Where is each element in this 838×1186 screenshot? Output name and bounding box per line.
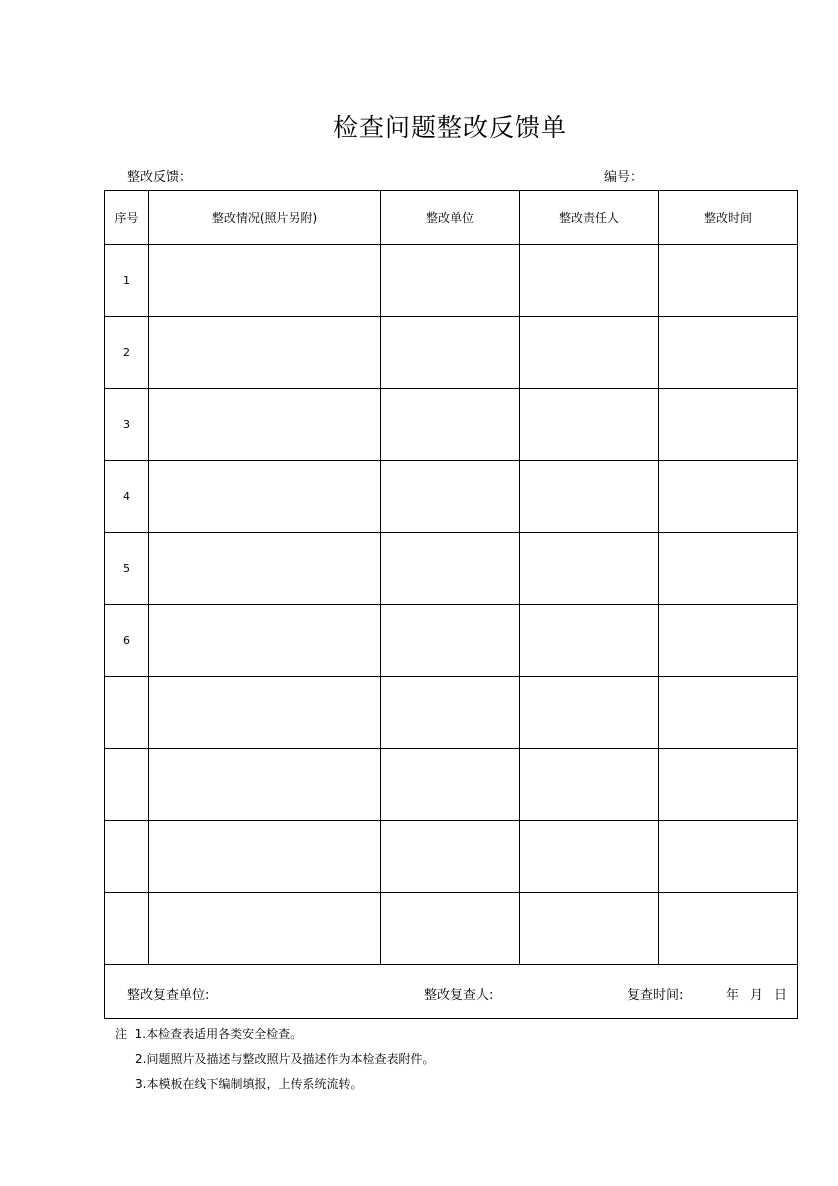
note-prefix: 注 [115,1027,128,1041]
table-row [105,389,798,461]
header-unit: 整改单位 [381,191,520,245]
unit-cell[interactable] [381,389,520,461]
time-cell[interactable] [659,317,798,389]
table-row [105,461,798,533]
table-row [105,245,798,317]
time-cell[interactable] [659,749,798,821]
table-row [105,821,798,893]
row-seq [105,821,149,893]
unit-cell[interactable] [381,605,520,677]
responsible-cell[interactable] [520,461,659,533]
row-seq: 5 [105,533,149,605]
time-cell[interactable] [659,461,798,533]
responsible-cell[interactable] [520,821,659,893]
responsible-cell[interactable] [520,893,659,965]
review-footer-cell [105,965,798,1019]
rectification-cell[interactable] [149,317,381,389]
review-unit-label: 整改复查单位: [127,988,210,1003]
table-row [105,605,798,677]
unit-cell[interactable] [381,821,520,893]
table-row [105,893,798,965]
note-item [115,1022,434,1047]
rectification-cell[interactable] [149,677,381,749]
note-text: 2.问题照片及描述与整改照片及描述作为本检查表附件。 [135,1052,435,1066]
row-seq: 2 [105,317,149,389]
year-label: 年 [726,988,740,1003]
table-row [105,749,798,821]
row-seq: 4 [105,461,149,533]
time-cell[interactable] [659,821,798,893]
time-cell[interactable] [659,533,798,605]
responsible-cell[interactable] [520,245,659,317]
review-time-label: 复查时间: [627,988,684,1003]
header-rectification: 整改情况(照片另附) [149,191,381,245]
rectification-cell[interactable] [149,245,381,317]
rectification-cell[interactable] [149,461,381,533]
unit-cell[interactable] [381,461,520,533]
note-item [115,1047,434,1072]
notes [115,1022,434,1097]
rectification-cell[interactable] [149,821,381,893]
note-item [115,1072,434,1097]
row-seq: 1 [105,245,149,317]
header-time: 整改时间 [659,191,798,245]
responsible-cell[interactable] [520,389,659,461]
row-seq [105,893,149,965]
unit-cell[interactable] [381,677,520,749]
unit-cell[interactable] [381,317,520,389]
note-text: 1.本检查表适用各类安全检查。 [134,1027,303,1041]
number-label: 编号： [604,170,644,185]
page-title: 检查问题整改反馈单 [332,113,567,142]
time-cell[interactable] [659,389,798,461]
row-seq [105,749,149,821]
rectification-cell[interactable] [149,389,381,461]
responsible-cell[interactable] [520,533,659,605]
time-cell[interactable] [659,893,798,965]
review-footer-row [105,965,798,1019]
month-label: 月 [750,988,764,1003]
table-header-row [105,191,798,245]
header-seq: 序号 [105,191,149,245]
note-text: 3.本模板在线下编制填报，上传系统流转。 [135,1077,363,1091]
responsible-cell[interactable] [520,749,659,821]
rectification-cell[interactable] [149,893,381,965]
rectification-cell[interactable] [149,605,381,677]
table-row [105,677,798,749]
row-seq: 6 [105,605,149,677]
feedback-table [104,190,798,1019]
table-row [105,317,798,389]
header-responsible: 整改责任人 [520,191,659,245]
row-seq: 3 [105,389,149,461]
unit-cell[interactable] [381,893,520,965]
unit-cell[interactable] [381,749,520,821]
time-cell[interactable] [659,245,798,317]
rectification-cell[interactable] [149,533,381,605]
day-label: 日 [774,988,788,1003]
row-seq [105,677,149,749]
table-row [105,533,798,605]
rectification-cell[interactable] [149,749,381,821]
time-cell[interactable] [659,677,798,749]
responsible-cell[interactable] [520,317,659,389]
responsible-cell[interactable] [520,605,659,677]
unit-cell[interactable] [381,245,520,317]
time-cell[interactable] [659,605,798,677]
feedback-label: 整改反馈： [127,170,193,185]
responsible-cell[interactable] [520,677,659,749]
unit-cell[interactable] [381,533,520,605]
reviewer-label: 整改复查人: [424,988,494,1003]
